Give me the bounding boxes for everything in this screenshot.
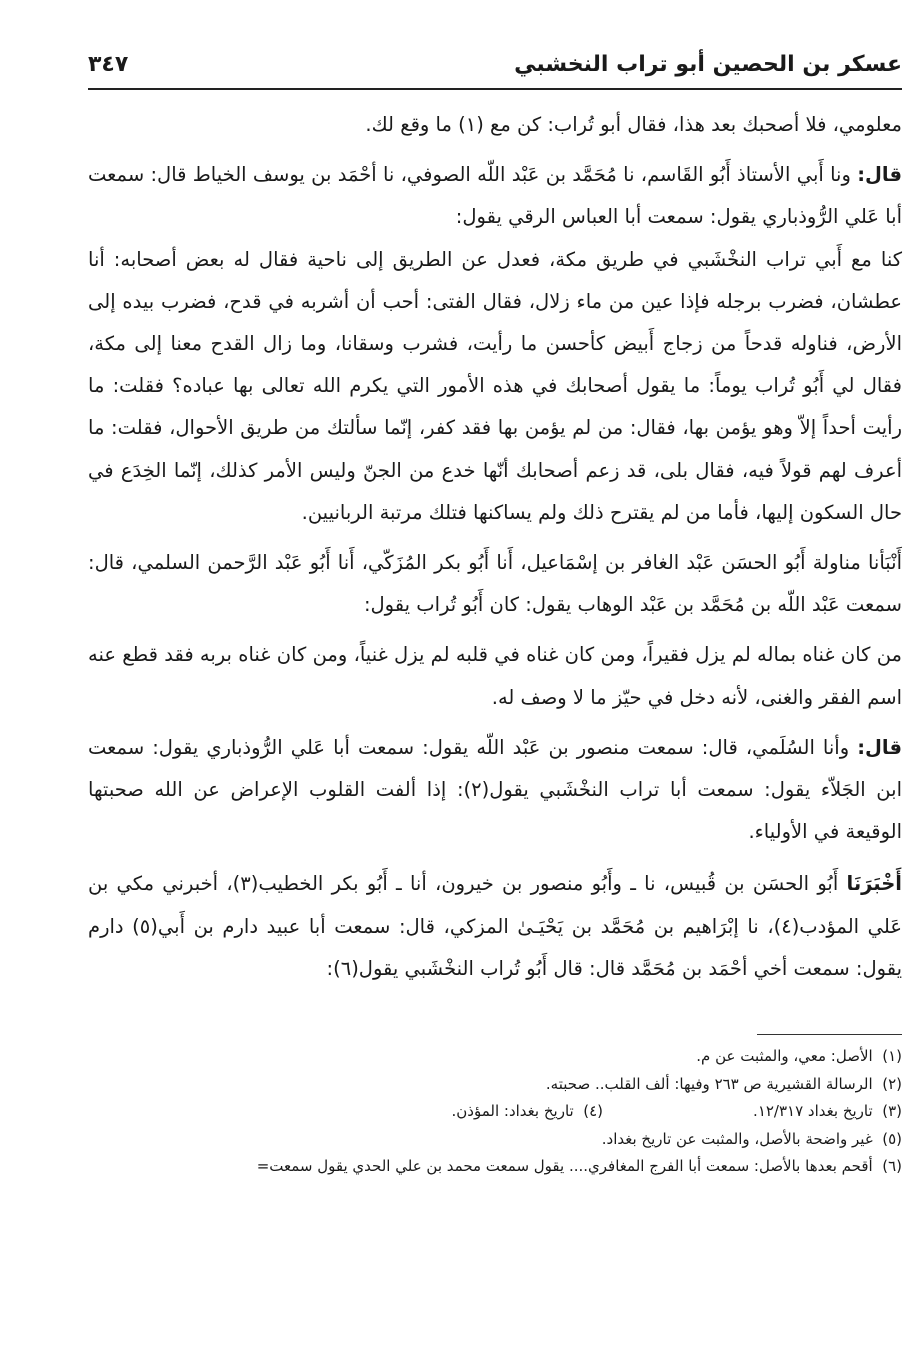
paragraph-5: من كان غناه بماله لم يزل فقيراً، ومن كان غناه في قلبه لم يزل غنياً، ومن كان غناه بربه فقد قطع عنه اسم الفقر والغنى، لأنه دخل في حيّز ما لا وصف له. xyxy=(88,643,902,709)
footnote-3: (٣) تاريخ بغداد ١٢/٣١٧. xyxy=(753,1102,902,1120)
paragraph-3: كنا مع أَبي تراب النخْشَبي في طريق مكة، فعدل عن الطريق إلى ناحية فقال له بعض أصحابه: أنا عطشان، فضرب برجله فإذا عين من ماء زلال، فقال الفتى: أحب أن أشربه في قدح، فضرب بيده إلى الأرض، فناوله قدحاً من زجاج أَبيض كأحسن ما رأيت، فشرب وسقانا، وما زال القدح معنا إلى مكة، فقال لي أَبُو تُراب يوماً: ما يقول أصحابك في هذه الأمور التي يكرم الله تعالى بها عباده؟ فقلت: ما رأيت أحداً إلاّ وهو يؤمن بها، فقال: من لم يؤمن بها فقد كفر، إنّما سألتك من طريق الأحوال، فقلت: ما أعرف لهم قولاً فيه، فقال بلى، قد زعم أصحابك أنّها خدع من الجنّ وليس الأمر كذلك، إنّما الخِدَع في حال السكون إليها، فأما من لم يقترح ذلك ولم يساكنها فتلك مرتبة الربانيين. xyxy=(88,247,902,524)
paragraph-4: أَنْبَأنا مناولة أَبُو الحسَن عَبْد الغافر بن إسْمَاعيل، أَنا أَبُو بكر المُزَكّي، أَنا أَبُو عَبْد الرَّحمن السلمي، قال: سمعت عَبْد اللّه بن مُحَمَّد بن عَبْد الوهاب يقول: كان أَبُو تُراب يقول: xyxy=(88,551,902,617)
footnote-6: (٦) أقحم بعدها بالأصل: سمعت أبا الفرج المغافري.... يقول سمعت محمد بن علي الحدي يقول سمعت= xyxy=(256,1157,902,1175)
running-title: عسكر بن الحصين أبو تراب النخشبي xyxy=(514,52,902,77)
footnote-rule xyxy=(757,1034,902,1035)
page-number: ٣٤٧ xyxy=(88,52,129,77)
main-text xyxy=(88,104,902,990)
footnote-5: (٥) غير واضحة بالأصل، والمثبت عن تاريخ بغداد. xyxy=(601,1129,902,1148)
header-rule xyxy=(88,88,902,90)
paragraph-1: معلومي، فلا أصحبك بعد هذا، فقال أبو تُراب: كن مع (١) ما وقع لك. xyxy=(365,113,902,136)
footnote-1: (١) الأصل: معي، والمثبت عن م. xyxy=(696,1047,902,1065)
footnotes xyxy=(110,1043,902,1181)
footnote-row xyxy=(110,1098,902,1126)
footnote-4: (٤) تاريخ بغداد: المؤذن. xyxy=(451,1102,604,1120)
page-header xyxy=(88,50,902,88)
isnad-keyword: أَخْبَرَنَا xyxy=(846,872,902,896)
paragraph-2: قال: ونا أَبي الأستاذ أَبُو القَاسم، نا مُحَمَّد بن عَبْد اللّه الصوفي، نا أحْمَد بن يوسف الخياط قال: سمعت أبا عَلي الرُّوذباري يقول: سمعت أبا العباس الرقي يقول: xyxy=(88,163,902,229)
footnote-2: (٢) الرسالة القشيرية ص ٢٦٣ وفيها: ألف القلب.. صحبته. xyxy=(545,1074,902,1093)
isnad-keyword: قال: xyxy=(857,163,902,187)
paragraph-7: أَخْبَرَنَا أَبُو الحسَن بن قُبيس، نا ـ وأَبُو منصور بن خيرون، أنا ـ أَبُو بكر الخطيب(٣)، أخبرني مكي بن عَلي المؤدب(٤)، نا إبْرَاهيم بن مُحَمَّد بن يَحْيَـىٰ المزكي، قال: سمعت أبا عبيد دارم بن أَبي(٥) دارم يقول: سمعت أخي أحْمَد بن مُحَمَّد قال: قال أَبُو تُراب النخْشَبي يقول(٦): xyxy=(88,872,902,980)
paragraph-6: قال: وأنا السُلَمي، قال: سمعت منصور بن عَبْد اللّه يقول: سمعت أبا عَلي الرُّوذباري يقول: سمعت ابن الجَلاّء يقول: سمعت أبا تراب النخْشَبي يقول(٢): إذا ألفت القلوب الإعراض عن الله صحبتها الوقيعة في الأولياء. xyxy=(88,735,902,844)
isnad-keyword: قال: xyxy=(857,735,902,759)
